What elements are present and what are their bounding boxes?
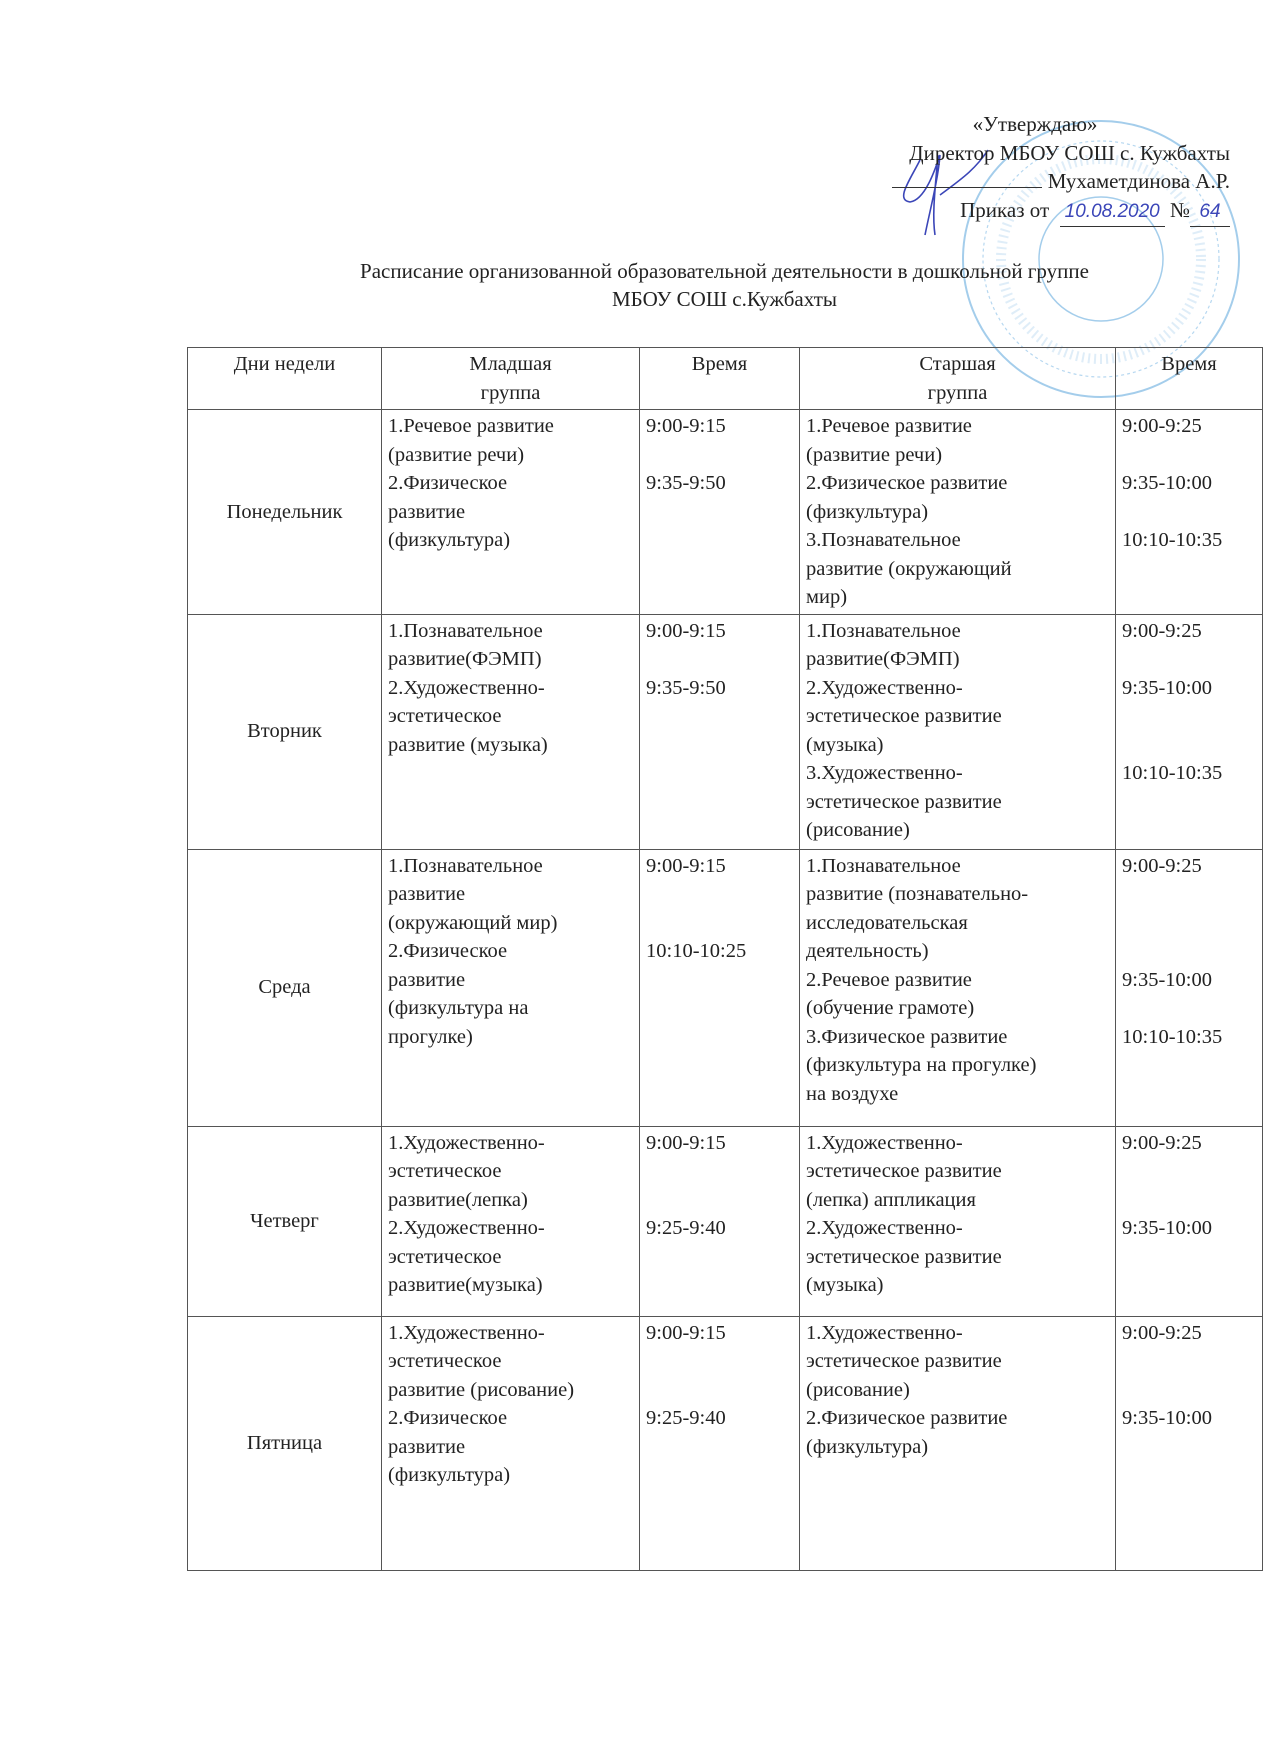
day-cell: Четверг — [188, 1126, 382, 1316]
document-title — [187, 257, 1262, 313]
approval-block — [780, 110, 1230, 227]
signature-line — [892, 187, 1042, 188]
order-number-label: № — [1169, 197, 1190, 222]
senior-activities: 1.Художественно- эстетическое развитие (рисование) 2.Физическое развитие (физкультура) — [800, 1316, 1116, 1570]
senior-activities: 1.Речевое развитие (развитие речи) 2.Физическое развитие (физкультура) 3.Познавательное развитие (окружающий мир) — [800, 410, 1116, 615]
director-position: Директор МБОУ СОШ с. Кужбахты — [909, 140, 1230, 165]
table-row — [188, 1316, 1263, 1570]
order-date: 10.08.2020 — [1060, 198, 1165, 228]
junior-activities: 1.Познавательное развитие(ФЭМП) 2.Художественно- эстетическое развитие (музыка) — [382, 614, 640, 849]
header-days: Дни недели — [188, 348, 382, 410]
approval-heading: «Утверждаю» — [972, 112, 1098, 136]
junior-times: 9:00-9:15 10:10-10:25 — [640, 849, 800, 1126]
order-label: Приказ от — [960, 197, 1050, 222]
header-senior-group: Старшая группа — [800, 348, 1116, 410]
junior-times: 9:00-9:15 9:25-9:40 — [640, 1126, 800, 1316]
junior-times: 9:00-9:15 9:25-9:40 — [640, 1316, 800, 1570]
junior-activities: 1.Познавательное развитие (окружающий мир) 2.Физическое развитие (физкультура на прогулке) — [382, 849, 640, 1126]
junior-activities: 1.Художественно- эстетическое развитие (рисование) 2.Физическое развитие (физкультура) — [382, 1316, 640, 1570]
junior-times: 9:00-9:15 9:35-9:50 — [640, 410, 800, 615]
junior-activities: 1.Речевое развитие (развитие речи) 2.Физическое развитие (физкультура) — [382, 410, 640, 615]
director-name: Мухаметдинова А.Р. — [1047, 169, 1230, 193]
title-line-1: Расписание организованной образовательной деятельности в дошкольной группе — [360, 259, 1089, 283]
table-row — [188, 614, 1263, 849]
day-cell: Понедельник — [188, 410, 382, 615]
junior-times: 9:00-9:15 9:35-9:50 — [640, 614, 800, 849]
day-cell: Среда — [188, 849, 382, 1126]
header-junior-group: Младшая группа — [382, 348, 640, 410]
senior-activities: 1.Познавательное развитие (познавательно- исследовательская деятельность) 2.Речевое развитие (обучение грамоте) 3.Физическое развитие (физкультура на прогулке) на воздухе — [800, 849, 1116, 1126]
senior-times: 9:00-9:25 9:35-10:00 10:10-10:35 — [1116, 614, 1263, 849]
senior-times: 9:00-9:25 9:35-10:00 — [1116, 1126, 1263, 1316]
schedule-table — [187, 347, 1263, 1571]
senior-activities: 1.Познавательное развитие(ФЭМП) 2.Художественно- эстетическое развитие (музыка) 3.Художественно- эстетическое развитие (рисование) — [800, 614, 1116, 849]
senior-times: 9:00-9:25 9:35-10:00 10:10-10:35 — [1116, 410, 1263, 615]
senior-activities: 1.Художественно- эстетическое развитие (лепка) аппликация 2.Художественно- эстетическое развитие (музыка) — [800, 1126, 1116, 1316]
senior-times: 9:00-9:25 9:35-10:00 10:10-10:35 — [1116, 849, 1263, 1126]
header-row — [188, 348, 1263, 410]
day-cell: Вторник — [188, 614, 382, 849]
header-junior-time: Время — [640, 348, 800, 410]
title-line-2: МБОУ СОШ с.Кужбахты — [611, 287, 838, 311]
order-number: 64 — [1190, 198, 1230, 228]
junior-activities: 1.Художественно- эстетическое развитие(лепка) 2.Художественно- эстетическое развитие(музыка) — [382, 1126, 640, 1316]
table-row — [188, 410, 1263, 615]
day-cell: Пятница — [188, 1316, 382, 1570]
header-senior-time: Время — [1116, 348, 1263, 410]
senior-times: 9:00-9:25 9:35-10:00 — [1116, 1316, 1263, 1570]
table-row — [188, 849, 1263, 1126]
table-row — [188, 1126, 1263, 1316]
